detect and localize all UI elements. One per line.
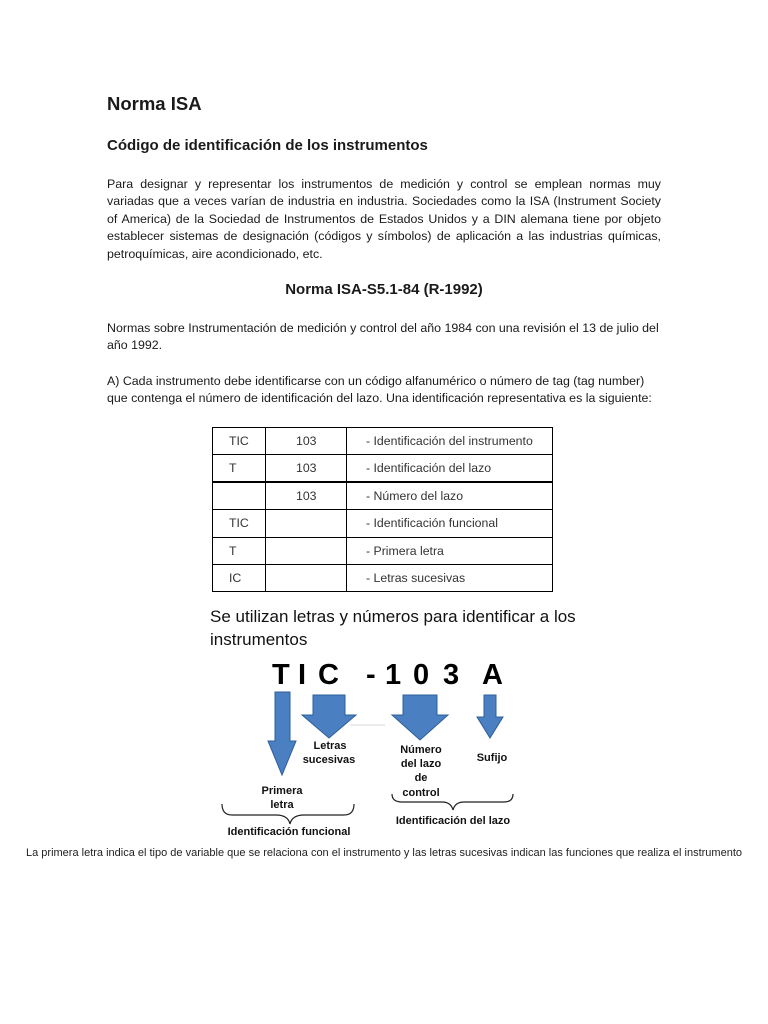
item-a-paragraph: A) Cada instrumento debe identificarse con un código alfanumérico o número de tag (tag number) que contenga el número de identificación del lazo. Una identificación representativa es la siguiente: — [107, 374, 652, 406]
label-numero-line4: control — [402, 787, 440, 799]
tag-number-cell: 103 — [266, 455, 347, 482]
figure-caption: Se utilizan letras y números para identificar a los instrumentos — [210, 607, 576, 649]
label-primera-line2: letra — [270, 799, 294, 811]
tag-letter: - — [366, 659, 376, 691]
tag-description-cell: - Letras sucesivas — [347, 564, 553, 591]
tag-description-cell: - Identificación funcional — [347, 510, 553, 537]
tag-number-cell — [266, 537, 347, 564]
label-letras-line2: sucesivas — [302, 754, 356, 766]
document-title: Norma ISA — [107, 93, 202, 114]
tag-code-cell: TIC — [213, 428, 266, 455]
table-row — [213, 455, 553, 482]
tag-number-cell — [266, 510, 347, 537]
table-row — [213, 428, 553, 455]
tag-code-cell: IC — [213, 564, 266, 591]
tag-identification-table — [212, 427, 553, 592]
tag-letter: 3 — [443, 659, 460, 691]
tag-code-cell: T — [213, 455, 266, 482]
tag-letters — [272, 659, 503, 691]
tag-number-cell — [266, 564, 347, 591]
arrow-numero-lazo — [392, 695, 448, 740]
table-row — [213, 482, 553, 509]
tag-letter: I — [298, 659, 307, 691]
arrow-letras-sucesivas — [302, 695, 356, 738]
tag-code-cell: TIC — [213, 510, 266, 537]
label-numero-line1: Número — [400, 744, 442, 756]
label-identificacion-funcional: Identificación funcional — [227, 826, 351, 838]
tag-number-cell: 103 — [266, 428, 347, 455]
table-row — [213, 564, 553, 591]
intro-paragraph: Para designar y representar los instrumentos de medición y control se emplean normas muy variadas que a veces varían de industria en industria. Sociedades como la ISA (Instrument Society of America) de la Sociedad de Instrumentos de Estados Unidos y a DIN alemana tiene por objeto establecer sistemas de designación (códigos y símbolos) de aplicación a las industrias químicas, petroquímicas, aire acondicionado, etc. — [107, 177, 661, 261]
tag-description-cell: - Número del lazo — [347, 482, 553, 509]
tag-code-cell: T — [213, 537, 266, 564]
document-subtitle: Código de identificación de los instrumentos — [107, 137, 428, 154]
tag-letter: 0 — [413, 659, 430, 691]
tag-description-cell: - Primera letra — [347, 537, 553, 564]
label-numero-line3: de — [414, 772, 428, 784]
tag-description-cell: - Identificación del instrumento — [347, 428, 553, 455]
tag-number-cell: 103 — [266, 482, 347, 509]
label-primera-line1: Primera — [261, 785, 303, 797]
tag-letter: C — [318, 659, 339, 691]
tag-code-cell — [213, 482, 266, 509]
label-sufijo: Sufijo — [476, 752, 508, 764]
label-numero-line2: del lazo — [400, 758, 442, 770]
label-identificacion-lazo: Identificación del lazo — [395, 815, 511, 827]
arrow-primera-letra — [268, 692, 296, 775]
table-row — [213, 510, 553, 537]
table-row — [213, 537, 553, 564]
tag-breakdown-diagram — [0, 650, 768, 845]
tag-letter: 1 — [385, 659, 402, 691]
label-letras-line1: Letras — [313, 740, 347, 752]
figure-footnote: La primera letra indica el tipo de variable que se relaciona con el instrumento y las letras sucesivas indican las funciones que realiza el instrumento — [26, 847, 742, 859]
arrow-sufijo — [477, 695, 503, 738]
tag-letter: T — [272, 659, 290, 691]
tag-letter: A — [482, 659, 503, 691]
section-paragraph: Normas sobre Instrumentación de medición y control del año 1984 con una revisión el 13 de julio del año 1992. — [107, 321, 659, 353]
section-title: Norma ISA-S5.1-84 (R-1992) — [285, 281, 483, 298]
tag-description-cell: - Identificación del lazo — [347, 455, 553, 482]
